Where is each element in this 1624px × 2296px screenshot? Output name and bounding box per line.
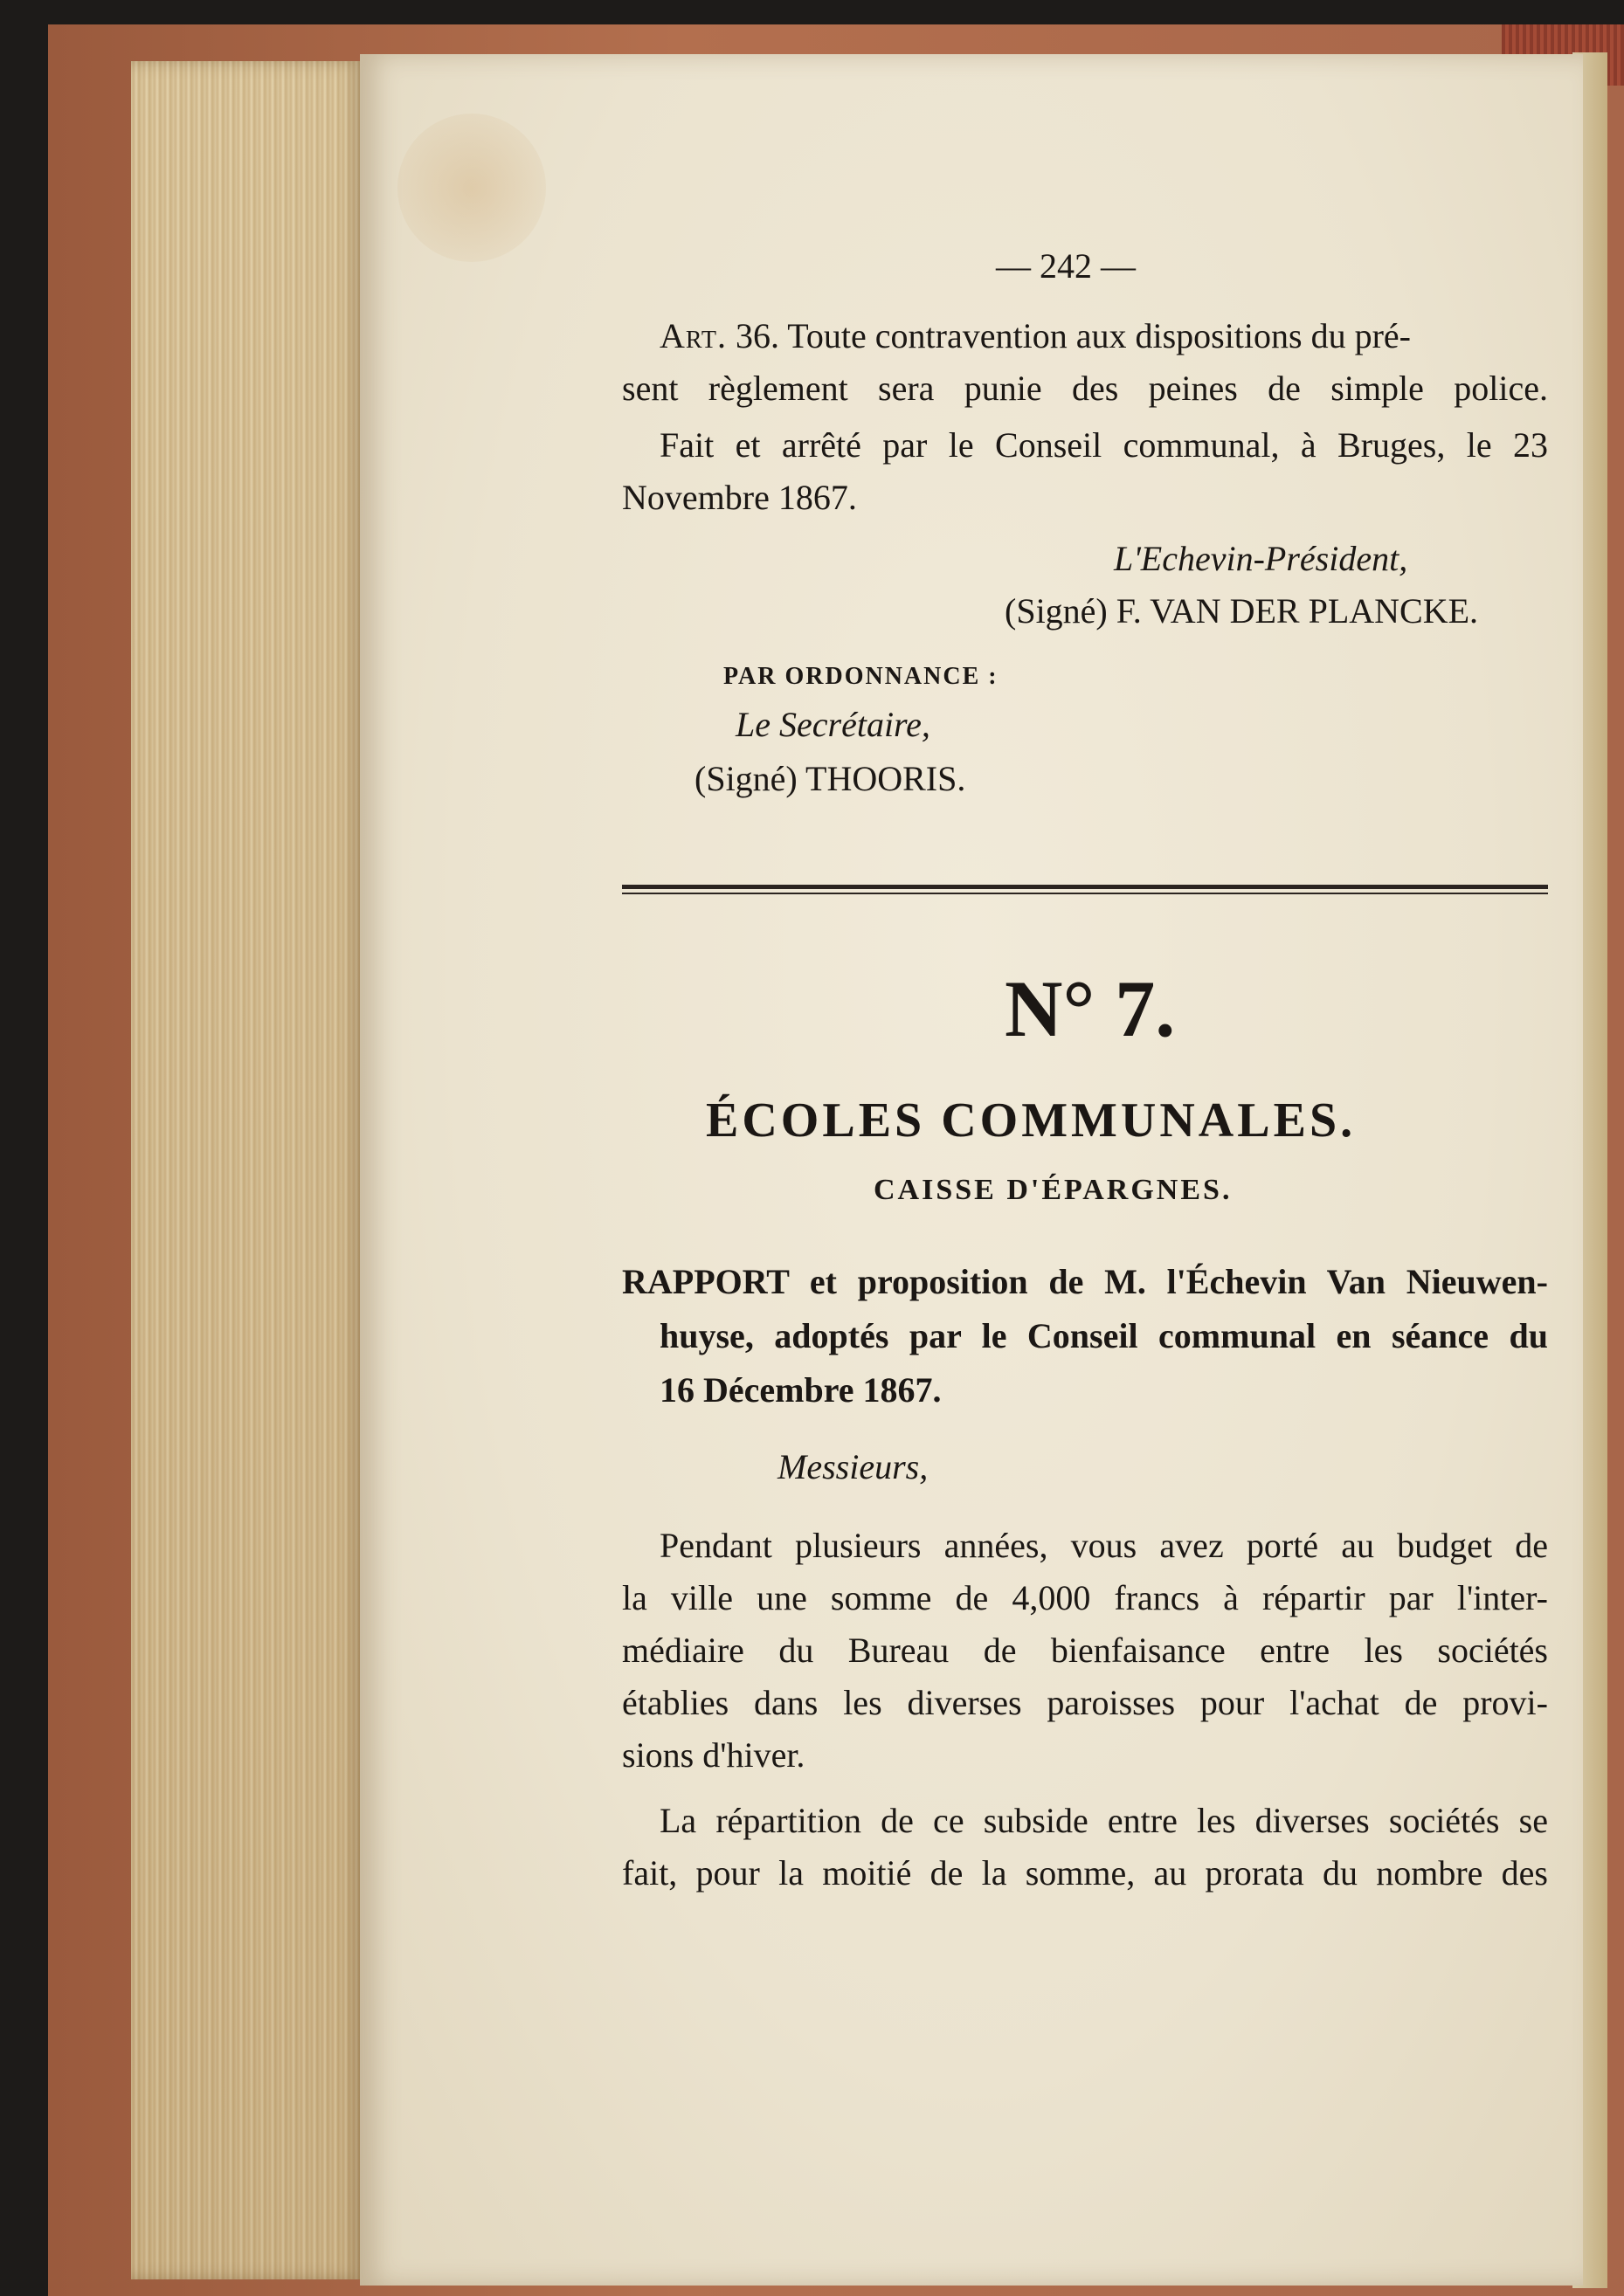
article-36-line-2: sent règlement sera punie des peines de simple police. — [622, 369, 1548, 408]
para1-line-3: médiaire du Bureau de bienfaisance entre les sociétés — [622, 1631, 1548, 1670]
para1-line-5: sions d'hiver. — [622, 1735, 805, 1775]
salutation: Messieurs, — [777, 1447, 929, 1486]
paper-stain — [397, 114, 546, 262]
rapport-line-3: 16 Décembre 1867. — [660, 1370, 942, 1410]
secretaire-name: (Signé) THOORIS. — [695, 759, 966, 798]
secretaire-role: Le Secrétaire, — [736, 705, 930, 744]
fait-line-2: Novembre 1867. — [622, 478, 857, 517]
rapport-line-2: huyse, adoptés par le Conseil communal en séance du — [660, 1316, 1548, 1355]
signature-name: (Signé) F. VAN DER PLANCKE. — [1005, 591, 1479, 631]
section-number: N° 7. — [1005, 964, 1176, 1053]
para1-line-1: Pendant plusieurs années, vous avez porté au budget de — [660, 1526, 1548, 1565]
article-text: Toute contravention aux dispositions du pré- — [787, 316, 1411, 355]
article-number: 36. — [735, 316, 779, 355]
para1-line-2: la ville une somme de 4,000 francs à répartir par l'inter- — [622, 1578, 1548, 1617]
ordonnance-label: PAR ORDONNANCE : — [723, 663, 999, 690]
fait-line-1: Fait et arrêté par le Conseil communal, à Bruges, le 23 — [660, 425, 1548, 465]
article-36-line-1 — [660, 310, 1411, 362]
para2-line-1: La répartition de ce subside entre les diverses sociétés se — [660, 1801, 1548, 1840]
section-rule — [622, 885, 1548, 889]
para1-line-4: établies dans les diverses paroisses pour l'achat de provi- — [622, 1683, 1548, 1722]
section-title: ÉCOLES COMMUNALES. — [706, 1093, 1357, 1148]
section-rule-thin — [622, 893, 1548, 894]
page-stack-edges — [131, 61, 363, 2279]
rapport-line-1: RAPPORT et proposition de M. l'Échevin Van Nieuwen- — [622, 1262, 1548, 1301]
page-number: — 242 — — [996, 246, 1136, 286]
article-label: Art. — [660, 316, 727, 355]
signature-role: L'Echevin-Président, — [1114, 539, 1408, 578]
section-subtitle: CAISSE D'ÉPARGNES. — [874, 1174, 1233, 1206]
para2-line-2: fait, pour la moitié de la somme, au prorata du nombre des — [622, 1853, 1548, 1893]
